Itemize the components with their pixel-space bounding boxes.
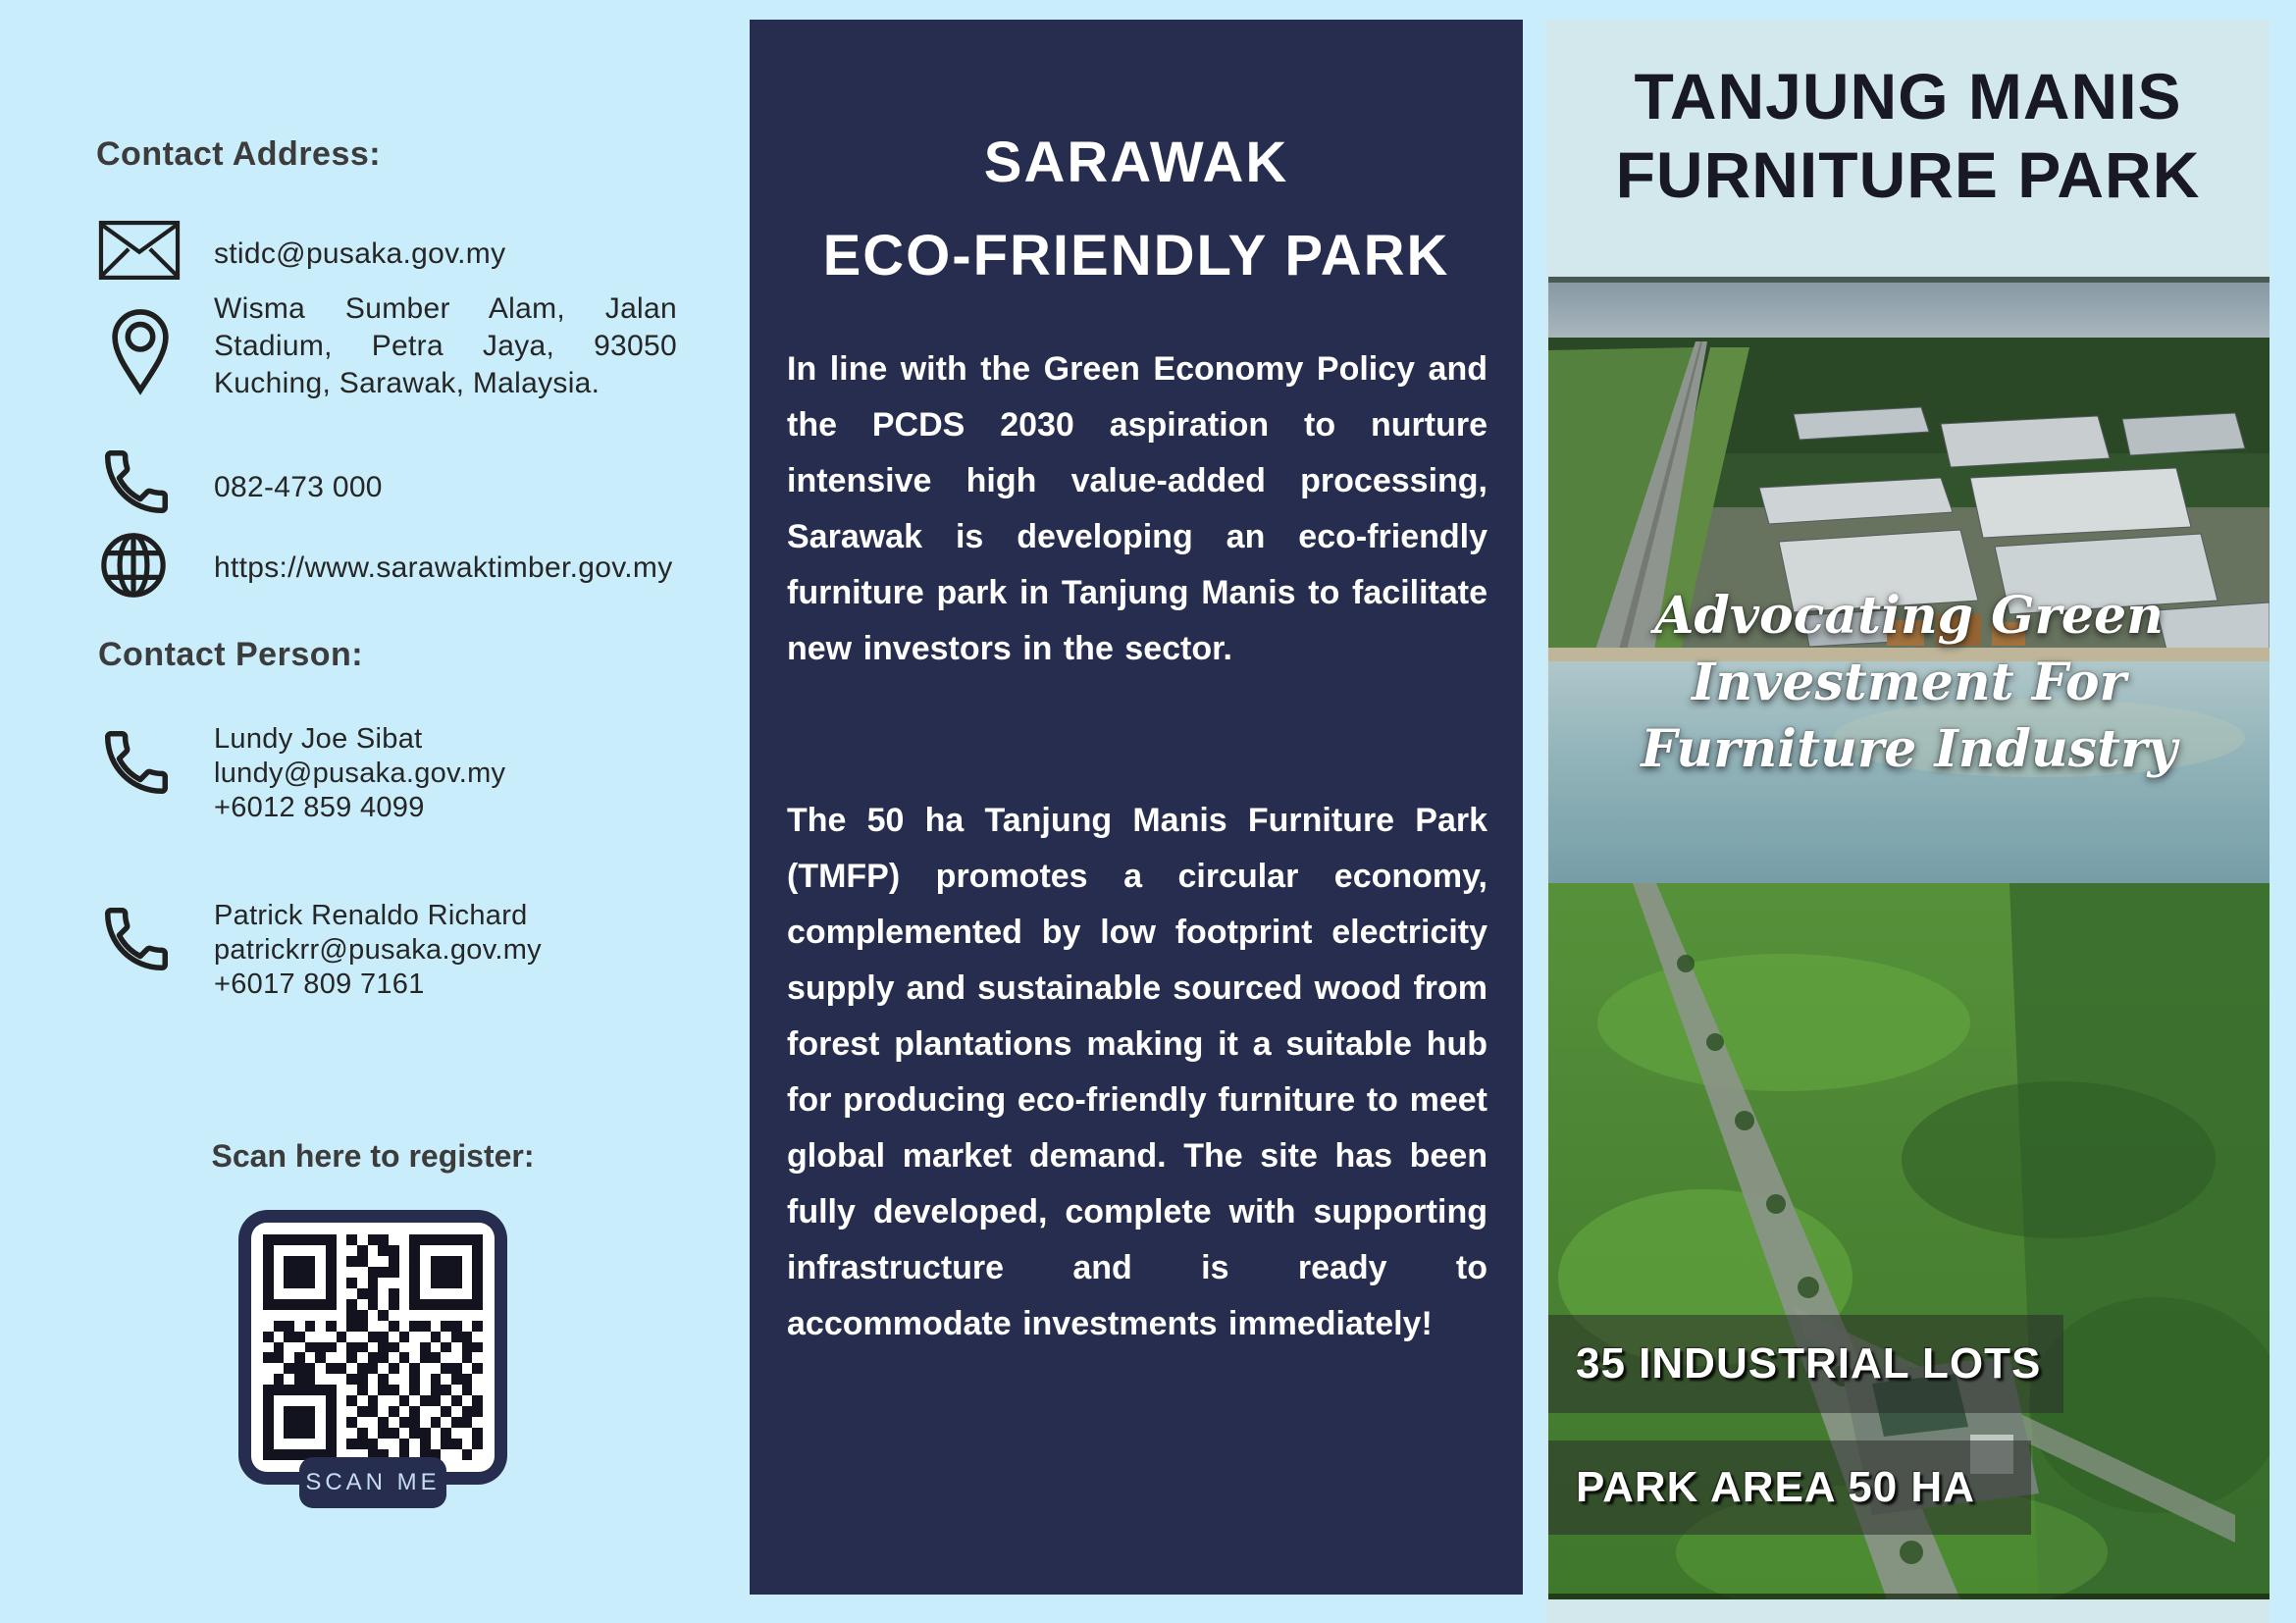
park-aerial-photo <box>1548 277 2270 1599</box>
scan-me-badge <box>299 1457 446 1508</box>
furniture-park-title-line2: FURNITURE PARK <box>1615 138 2201 211</box>
email-icon <box>98 220 181 281</box>
contact-website: https://www.sarawaktimber.gov.my <box>214 551 673 584</box>
contact-person-heading: Contact Person: <box>98 636 364 673</box>
qr-code <box>238 1210 507 1495</box>
scan-register-heading: Scan here to register: <box>211 1138 535 1174</box>
phone-icon <box>98 444 175 520</box>
stat-industrial-lots: 35 INDUSTRIAL LOTS <box>1548 1315 2063 1413</box>
contact-person-2 <box>214 899 542 1002</box>
contact-address: Wisma Sumber Alam, Jalan Stadium, Petra Jaya, 93050 Kuching, Sarawak, Malaysia. <box>214 292 677 399</box>
scan-me-label: SCAN ME <box>305 1469 441 1495</box>
person-name: Lundy Joe Sibat <box>214 723 423 755</box>
contact-person-1 <box>214 722 505 825</box>
globe-icon <box>98 530 169 601</box>
photo-caption <box>1548 583 2270 783</box>
contact-phone: 082-473 000 <box>214 471 383 503</box>
eco-park-panel <box>750 20 1523 1595</box>
person-phone: +6017 809 7161 <box>214 969 425 1000</box>
qr-code-pattern <box>251 1223 495 1472</box>
eco-park-title <box>750 116 1523 302</box>
contact-address-heading: Contact Address: <box>96 135 382 173</box>
furniture-park-title <box>1546 57 2270 214</box>
person-name: Patrick Renaldo Richard <box>214 900 528 931</box>
contact-panel <box>0 0 750 1623</box>
person-email: lundy@pusaka.gov.my <box>214 758 506 789</box>
phone-icon <box>98 724 175 801</box>
eco-park-title-line2: ECO-FRIENDLY PARK <box>822 224 1450 288</box>
eco-park-paragraph-1: In line with the Green Economy Policy and the PCDS 2030 aspiration to nurture intensive high value-added processing, Sarawak is developing an eco-friendly furniture park in Tanjung Manis to facilitate new investors in the sector. <box>787 350 1487 667</box>
person-email: patrickrr@pusaka.gov.my <box>214 934 542 966</box>
photo-caption-line1: Advocating Green Investment For <box>1654 586 2164 712</box>
phone-icon <box>98 901 175 977</box>
eco-park-title-line1: SARAWAK <box>983 131 1289 194</box>
photo-caption-line2: Furniture Industry <box>1641 719 2177 779</box>
location-pin-icon <box>108 288 173 412</box>
eco-park-paragraph-2: The 50 ha Tanjung Manis Furniture Park (TMFP) promotes a circular economy, complemented by low footprint electricity supply and sustainable sourced wood from forest plantations making it a suitable hub for producing eco-friendly furniture to meet global market demand. The site has been fully developed, complete with supporting infrastructure and is ready to accommodate investments immediately! <box>787 802 1487 1342</box>
person-phone: +6012 859 4099 <box>214 792 425 823</box>
furniture-park-title-line1: TANJUNG MANIS <box>1634 60 2182 132</box>
contact-email: stidc@pusaka.gov.my <box>214 237 506 270</box>
stat-park-area: PARK AREA 50 HA <box>1548 1440 2031 1535</box>
